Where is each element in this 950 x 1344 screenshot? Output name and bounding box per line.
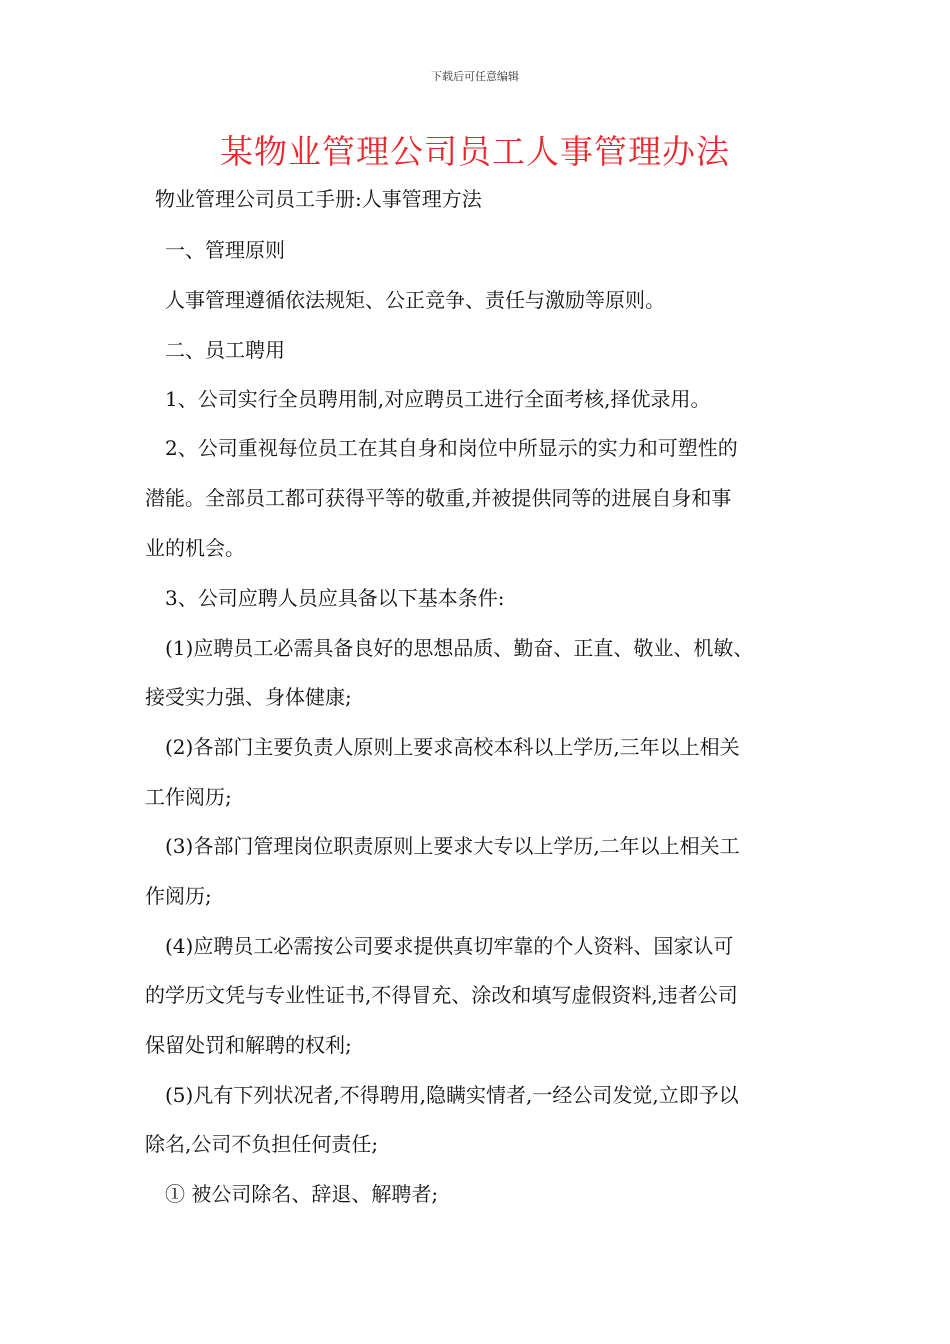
document-title: 某物业管理公司员工人事管理办法 <box>220 132 730 171</box>
paragraph-item-2-line-3: 业的机会。 <box>145 536 245 560</box>
condition-5-line-1: (5)凡有下列状况者,不得聘用,隐瞒实情者,一经公司发觉,立即予以 <box>165 1083 739 1107</box>
paragraph-item-2-line-1: 2、公司重视每位员工在其自身和岗位中所显示的实力和可塑性的 <box>165 436 738 460</box>
paragraph-principles: 人事管理遵循依法规矩、公正竞争、责任与激励等原则。 <box>165 288 665 312</box>
condition-1-line-2: 接受实力强、身体健康; <box>145 685 352 709</box>
condition-2-line-2: 工作阅历; <box>145 785 232 809</box>
section-heading-principles: 一、管理原则 <box>165 238 285 262</box>
exclusion-item-1: ① 被公司除名、辞退、解聘者; <box>165 1182 439 1206</box>
condition-4-line-1: (4)应聘员工必需按公司要求提供真切牢靠的个人资料、国家认可 <box>165 934 734 958</box>
subtitle-line: 物业管理公司员工手册:人事管理方法 <box>155 187 482 211</box>
condition-3-line-2: 作阅历; <box>145 884 212 908</box>
paragraph-item-3: 3、公司应聘人员应具备以下基本条件: <box>165 586 505 610</box>
condition-4-line-2: 的学历文凭与专业性证书,不得冒充、涂改和填写虚假资料,违者公司 <box>145 983 738 1007</box>
condition-1-line-1: (1)应聘员工必需具备良好的思想品质、勤奋、正直、敬业、机敏、 <box>165 636 754 660</box>
paragraph-item-2-line-2: 潜能。全部员工都可获得平等的敬重,并被提供同等的进展自身和事 <box>145 486 732 510</box>
paragraph-item-1: 1、公司实行全员聘用制,对应聘员工进行全面考核,择优录用。 <box>165 387 711 411</box>
condition-4-line-3: 保留处罚和解聘的权利; <box>145 1033 352 1057</box>
condition-5-line-2: 除名,公司不负担任何责任; <box>145 1132 379 1156</box>
condition-3-line-1: (3)各部门管理岗位职责原则上要求大专以上学历,二年以上相关工 <box>165 834 740 858</box>
header-note: 下载后可任意编辑 <box>431 70 519 83</box>
section-heading-hiring: 二、员工聘用 <box>165 338 285 362</box>
condition-2-line-1: (2)各部门主要负责人原则上要求高校本科以上学历,三年以上相关 <box>165 735 740 759</box>
